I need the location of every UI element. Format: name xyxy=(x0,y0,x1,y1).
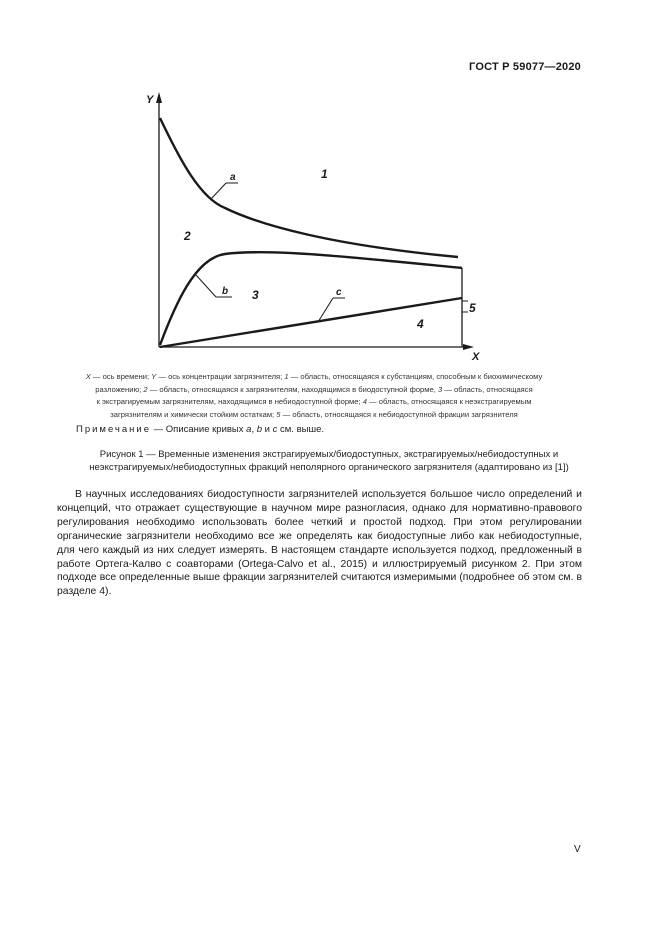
x-axis-label: X xyxy=(472,351,480,363)
region-label-5: 5 xyxy=(469,301,476,315)
curve-a xyxy=(160,118,458,257)
figure-caption: Рисунок 1 — Временные изменения экстрагируемых/биодоступных, экстрагируемых/небиодоступных и неэкстрагируемых/небиодоступных фракций неполярного органического загрязнителя (адаптировано из [1]) xyxy=(89,449,569,473)
y-axis-arrow xyxy=(156,92,162,103)
figure-legend: X — ось времени; Y — ось концентрации загрязнителя; 1 — область, относящаяся к субстанциям, способным к биохимическому разложению; 2 — область, относящаяся к загрязнителям, находящимся в биодоступной форме, 3 — область, относящаяся к экстрагируемым загрязнителям, находящимся в небиодоступной форме; 4 — область, относящаяся к неэкстрагируемым загрязнителям и химически стойким остаткам; 5 — область, относящаяся к небиодоступной фракции загрязнителя xyxy=(85,372,543,419)
document-header: ГОСТ Р 59077—2020 xyxy=(469,61,581,73)
x-axis-arrow xyxy=(463,344,474,350)
y-axis-label: Y xyxy=(146,94,154,106)
leader-a xyxy=(211,183,226,199)
body-paragraph: В научных исследованиях биодоступности загрязнителей используется большое число определений и концепций, что отражает существующие в научном мире разногласия, однако для нормативно-правового регулирования необходимо использовать более четкий и простой подход. При этом регулировании органические загрязнители необходимо все же определять как биодоступные либо как небиодоступные, для чего каждый из них следует измерять. В настоящем стандарте используется подход, предложенный в работе Ортега-Калво с соавторами (Ortega-Calvo et al., 2015) и иллюстрируемый рисунком 2. При этом подходе все определенные выше фракции загрязнителей считаются измеримыми (подробнее об этом см. в разделе 4). xyxy=(57,489,582,598)
curve-b xyxy=(160,252,462,345)
curve-label-c: c xyxy=(336,287,342,298)
note-label: Примечание xyxy=(76,424,151,435)
curve-label-a: a xyxy=(230,172,236,183)
region-label-1: 1 xyxy=(321,167,328,181)
figure-note: Примечание — Описание кривых a, b и c см. выше. xyxy=(76,424,324,435)
curve-label-b: b xyxy=(222,286,229,297)
region-label-2: 2 xyxy=(184,229,191,243)
page-number: V xyxy=(574,844,581,855)
region-label-3: 3 xyxy=(252,288,259,302)
region-label-4: 4 xyxy=(417,317,424,331)
figure-chart xyxy=(0,0,661,370)
leader-b xyxy=(196,275,216,297)
